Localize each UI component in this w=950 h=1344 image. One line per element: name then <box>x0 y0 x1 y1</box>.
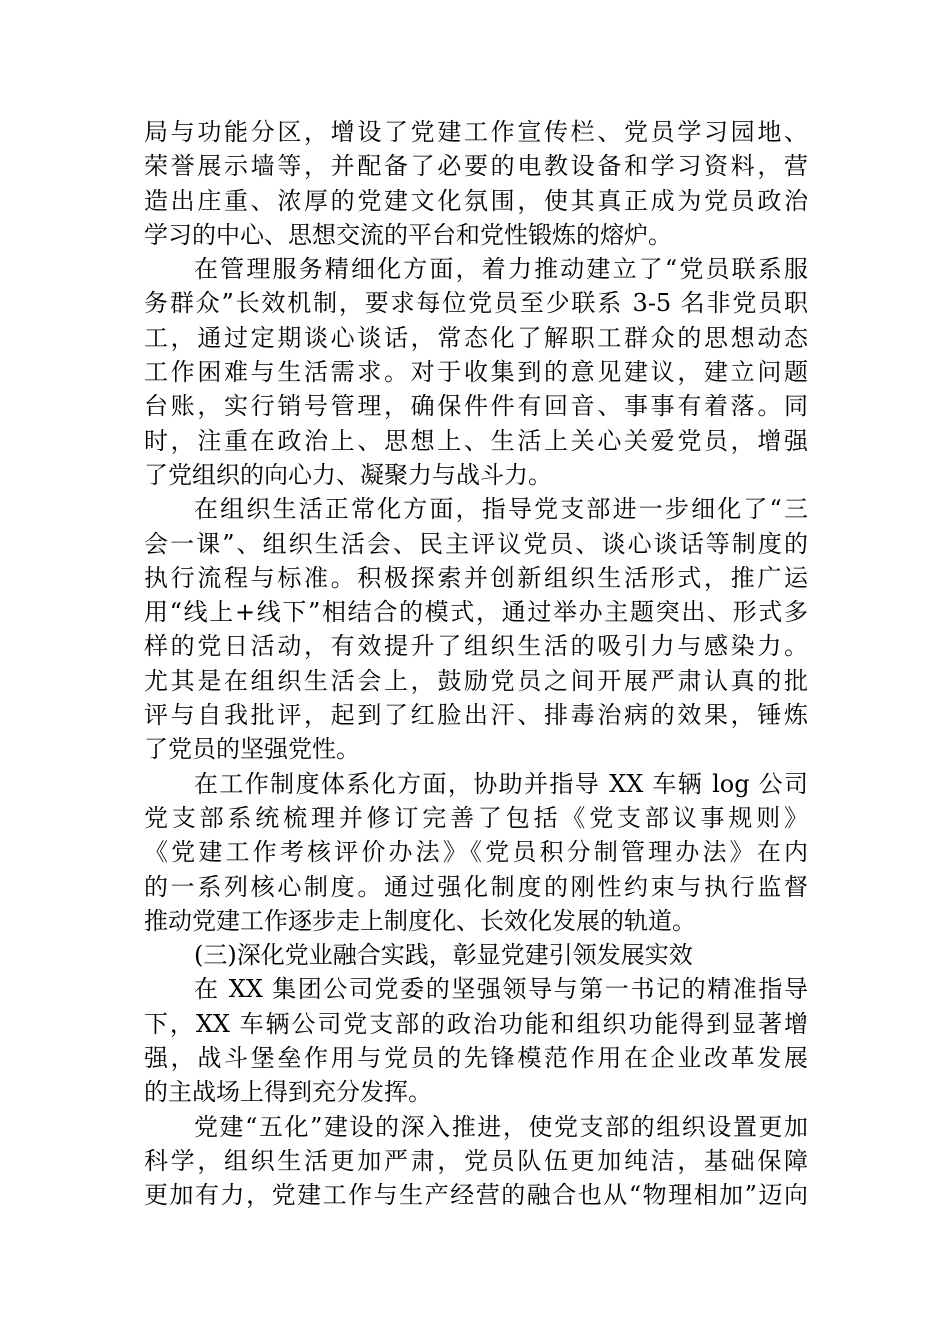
text-line: 强，战斗堡垒作用与党员的先锋模范作用在企业改革发展 <box>144 1044 808 1073</box>
text-line: 样的党日活动，有效提升了组织生活的吸引力与感染力。 <box>144 632 808 661</box>
paragraph-first-line: 党建“五化”建设的深入推进，使党支部的组织设置更加 <box>194 1112 808 1141</box>
text-line: 党支部系统梳理并修订完善了包括《党支部议事规则》 <box>144 803 808 832</box>
text-line: 学习的中心、思想交流的平台和党性锻炼的熔炉。 <box>144 220 672 249</box>
text-line: 会一课”、组织生活会、民主评议党员、谈心谈话等制度的 <box>144 529 808 558</box>
text-line: 下，XX 车辆公司党支部的政治功能和组织功能得到显著增 <box>144 1009 808 1038</box>
text-line: 的一系列核心制度。通过强化制度的刚性约束与执行监督 <box>144 872 808 901</box>
text-line: 科学，组织生活更加严肃，党员队伍更加纯洁，基础保障 <box>144 1146 808 1175</box>
text-line: 推动党建工作逐步走上制度化、长效化发展的轨道。 <box>144 906 696 935</box>
text-line: 尤其是在组织生活会上，鼓励党员之间开展严肃认真的批 <box>144 666 808 695</box>
text-line: 了党组织的向心力、凝聚力与战斗力。 <box>144 460 552 489</box>
body-text <box>144 115 808 1213</box>
text-line: 造出庄重、浓厚的党建文化氛围，使其真正成为党员政治 <box>144 186 808 215</box>
text-line: 时，注重在政治上、思想上、生活上关心关爱党员，增强 <box>144 426 808 455</box>
text-line: 了党员的坚强党性。 <box>144 735 360 764</box>
text-line: 务群众”长效机制，要求每位党员至少联系 3-5 名非党员职 <box>144 289 808 318</box>
paragraph-first-line: 在 XX 集团公司党委的坚强领导与第一书记的精准指导 <box>194 975 808 1004</box>
text-line: 更加有力，党建工作与生产经营的融合也从“物理相加”迈向 <box>144 1181 808 1210</box>
paragraph-first-line: 在工作制度体系化方面，协助并指导 XX 车辆 log 公司 <box>194 769 808 798</box>
text-line: 评与自我批评，起到了红脸出汗、排毒治病的效果，锤炼 <box>144 701 808 730</box>
paragraph-first-line: 在组织生活正常化方面，指导党支部进一步细化了“三 <box>194 495 808 524</box>
text-line: 工，通过定期谈心谈话，常态化了解职工群众的思想动态 <box>144 323 808 352</box>
text-line: 台账，实行销号管理，确保件件有回音、事事有着落。同 <box>144 392 808 421</box>
paragraph-first-line: 在管理服务精细化方面，着力推动建立了“党员联系服 <box>194 255 808 284</box>
text-line: 执行流程与标准。积极探索并创新组织生活形式，推广运 <box>144 563 808 592</box>
text-line: 局与功能分区，增设了党建工作宣传栏、党员学习园地、 <box>144 118 808 146</box>
section-heading: (三)深化党业融合实践，彰显党建引领发展实效 <box>194 941 693 970</box>
text-line: 用“线上+线下”相结合的模式，通过举办主题突出、形式多 <box>144 598 808 627</box>
text-line: 的主战场上得到充分发挥。 <box>144 1078 432 1107</box>
text-line: 《党建工作考核评价办法》《党员积分制管理办法》在内 <box>144 838 808 867</box>
text-line: 工作困难与生活需求。对于收集到的意见建议，建立问题 <box>144 358 808 387</box>
text-line: 荣誉展示墙等，并配备了必要的电教设备和学习资料，营 <box>144 152 808 181</box>
